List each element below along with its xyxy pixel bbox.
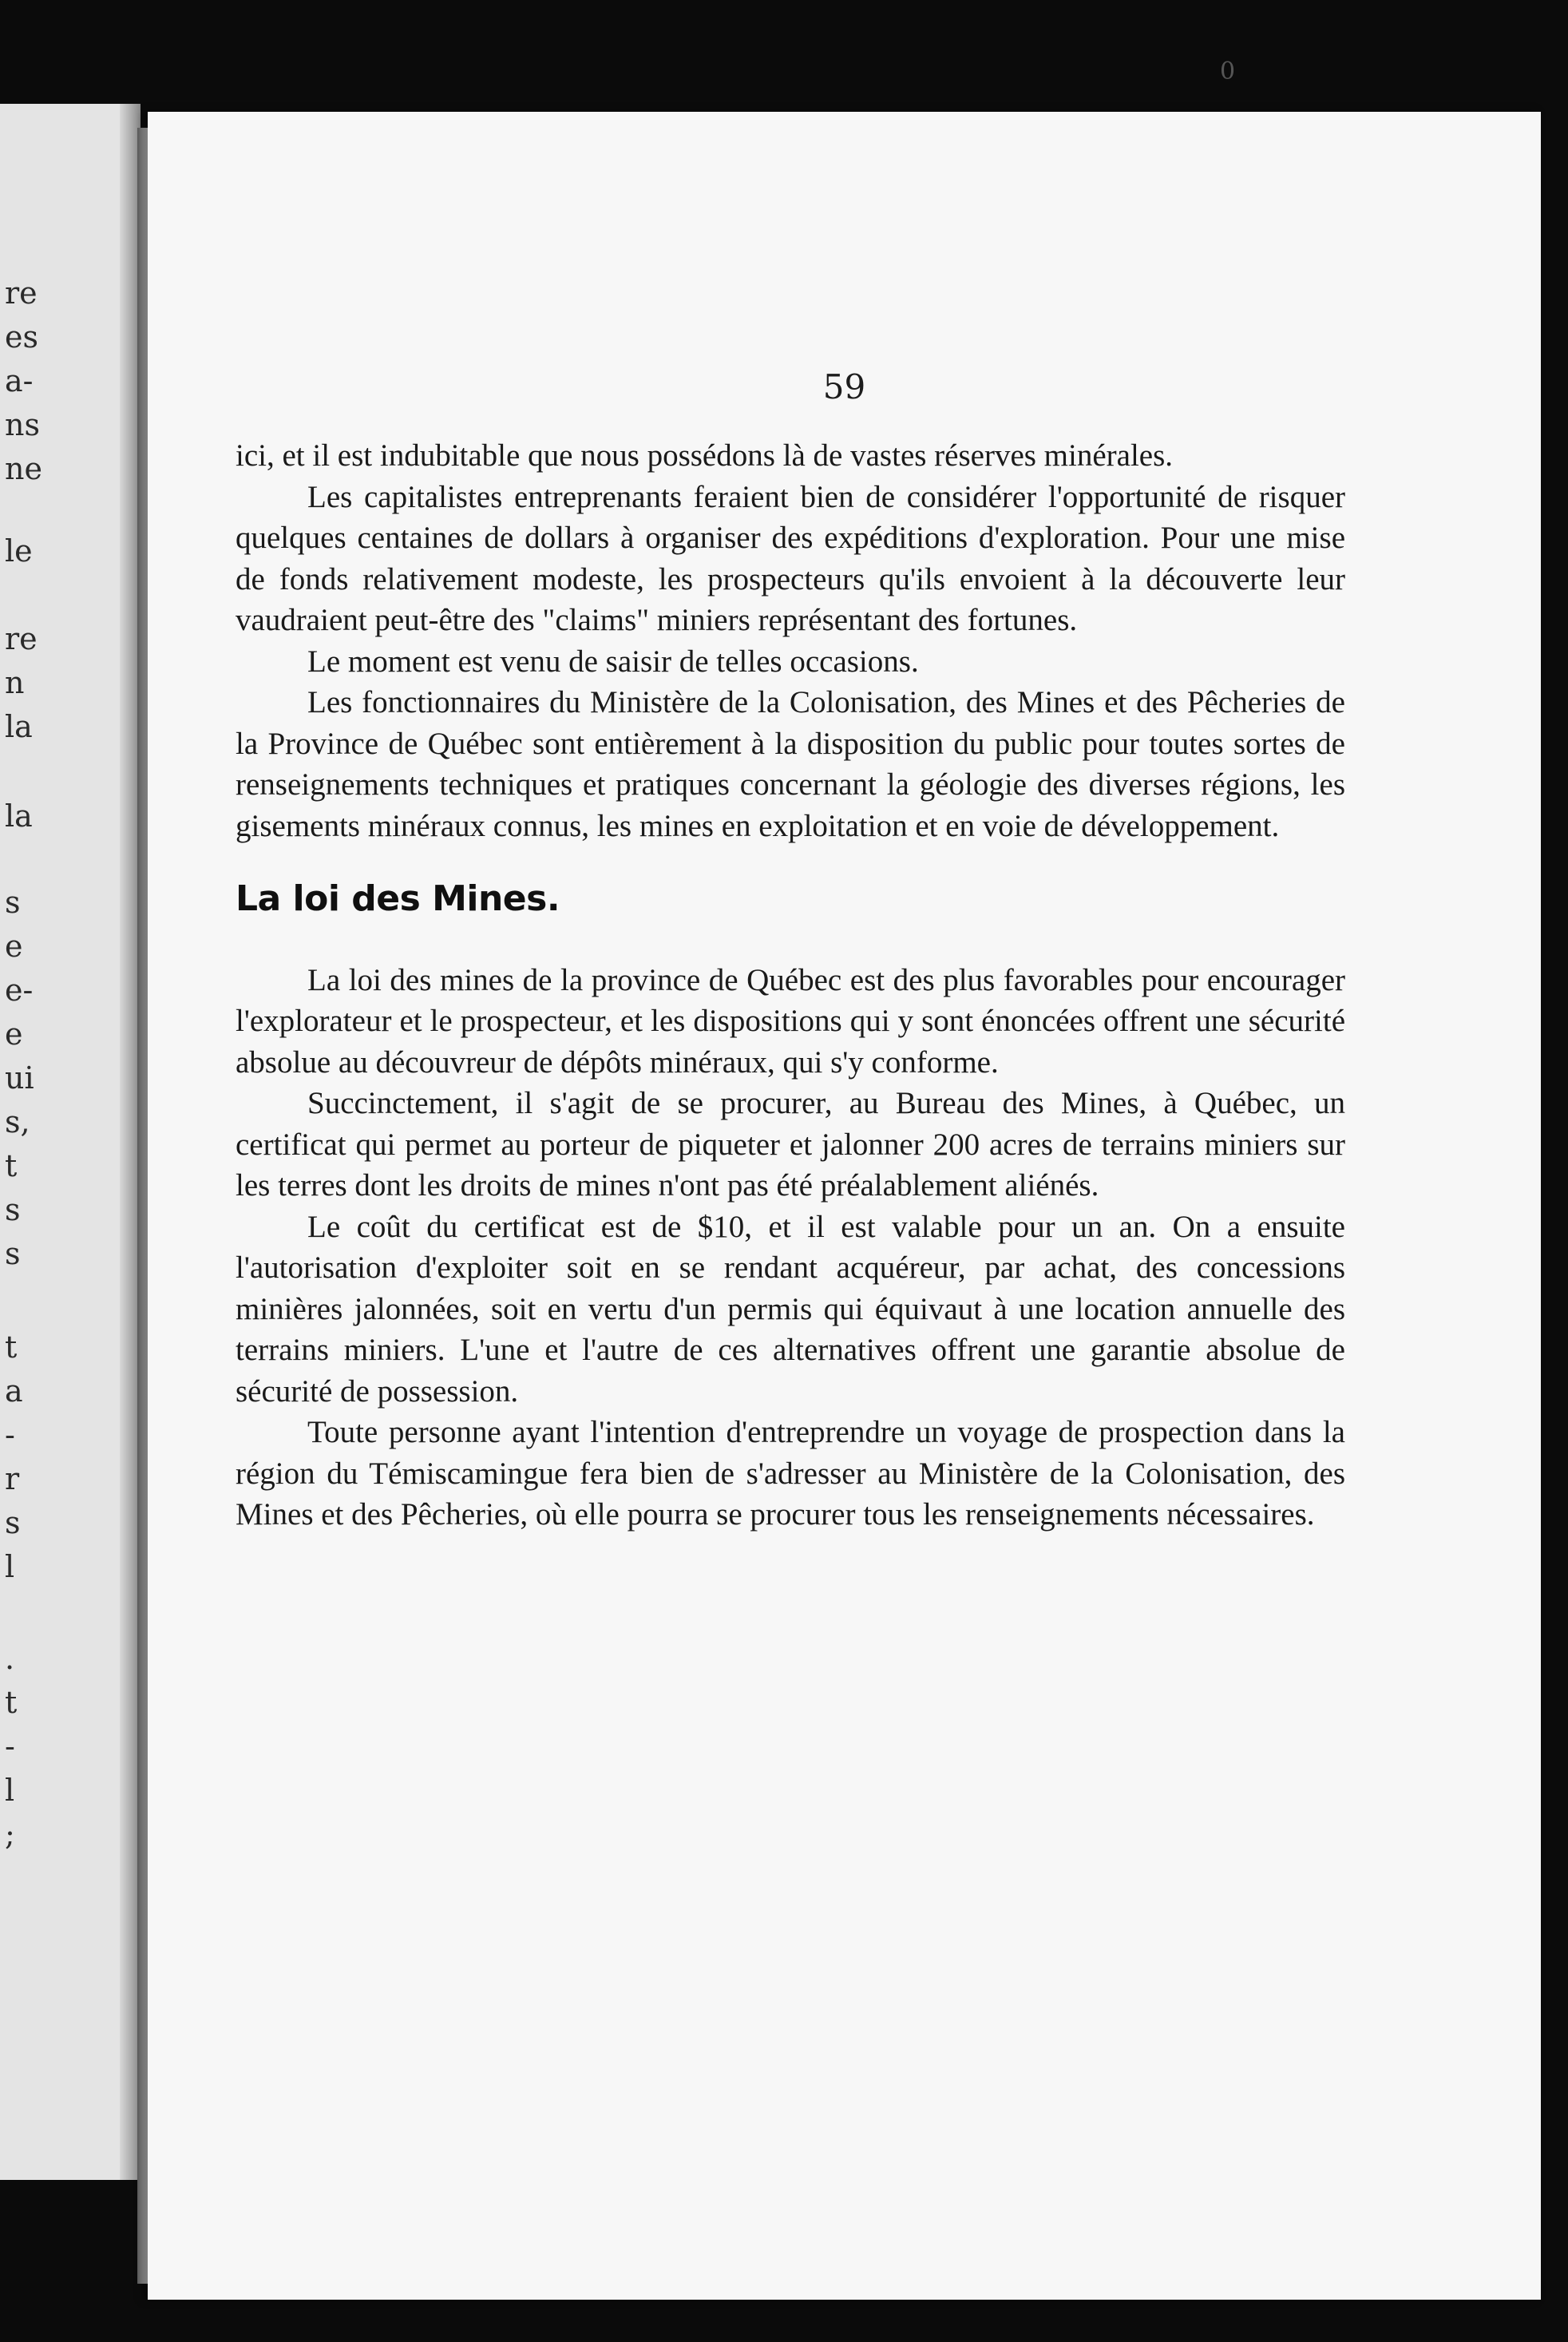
paragraph: Toute personne ayant l'intention d'entreprendre un voyage de prospection dans la région du Témiscamingue fera bien de s'adresser au Ministère de la Colonisation, des Mines et des Pêcheries, où elle pourra se procurer tous les renseignements nécessaires. [236, 1415, 1345, 1532]
left-page-fragment: s [5, 885, 21, 920]
left-page-fragment: t [5, 1685, 18, 1720]
corner-mark: 0 [1220, 57, 1236, 85]
left-page-fragment: s [5, 1505, 21, 1540]
left-page-fragment: l [5, 1773, 15, 1808]
left-page-fragment: n [5, 665, 25, 700]
left-page-fragment: l [5, 1549, 15, 1584]
left-page-fragment: s, [5, 1104, 30, 1139]
book-page [148, 112, 1541, 2300]
paragraph: Les fonctionnaires du Ministère de la Colonisation, des Mines et des Pêcheries de la Province de Québec sont entièrement à la disposition du public pour toutes sortes de renseignements techniques et pratiques concernant la géologie des diverses régions, les gisements minéraux connus, les mines en exploitation et en voie de développement. [236, 685, 1345, 843]
left-page-fragment: re [5, 275, 38, 311]
left-page-fragment: ne [5, 451, 42, 486]
left-page-fragment: t [5, 1148, 18, 1183]
left-page-fragment: la [5, 709, 33, 744]
left-page-fragment: s [5, 1192, 21, 1227]
left-page-fragment: e [5, 1016, 23, 1052]
left-page-fragment: le [5, 533, 33, 569]
left-page-fragment: t [5, 1330, 18, 1365]
left-page-fragment: s [5, 1236, 21, 1271]
left-page-fragment: ; [5, 1817, 15, 1852]
section-heading: La loi des Mines. [236, 878, 560, 919]
page-number: 59 [822, 367, 866, 406]
left-page-fragment: . [5, 1641, 15, 1676]
left-page-fragment: - [5, 1417, 15, 1452]
left-page-fragment: ns [5, 407, 40, 442]
left-page-text-fragments [0, 104, 120, 2180]
paragraph: Succinctement, il s'agit de se procurer, au Bureau des Mines, à Québec, un certificat qui permet au porteur de piqueter et jalonner 200 acres de terrains miniers sur les terres dont les droits de mines n'ont pas été préalablement aliénés. [236, 1086, 1345, 1203]
left-page-fragment: e [5, 929, 23, 964]
paragraph: Le moment est venu de saisir de telles occasions. [307, 644, 919, 679]
left-page-fragment: a- [5, 363, 34, 398]
paragraph: Les capitalistes entreprenants feraient bien de considérer l'opportunité de risquer quelques centaines de dollars à organiser des expéditions d'exploration. Pour une mise de fonds relativement modeste, les prospecteurs qu'ils envoient à la découverte leur vaudraient peut-être des "claims" miniers représentant des fortunes. [236, 479, 1345, 637]
left-page-fragment: - [5, 1729, 15, 1764]
left-page-fragment: ui [5, 1060, 34, 1096]
page-body-text [236, 435, 1345, 1536]
left-page-fragment: re [5, 621, 38, 656]
paragraph: Le coût du certificat est de $10, et il est valable pour un an. On a ensuite l'autorisation d'exploiter soit en se rendant acquéreur, par achat, des concessions minières jalonnées, soit en vertu d'un permis qui équivaut à une location annuelle des terrains miniers. L'une et l'autre de ces alternatives offrent une garantie absolue de sécurité de possession. [236, 1209, 1345, 1409]
left-page-fragment: es [5, 319, 38, 355]
paragraph: La loi des mines de la province de Québec est des plus favorables pour encourager l'explorateur et le prospecteur, et les dispositions qui y sont énoncées offrent une sécurité absolue au découvreur de dépôts minéraux, qui s'y conforme. [236, 962, 1345, 1080]
paragraph-continuation: ici, et il est indubitable que nous possédons là de vastes réserves minérales. [236, 438, 1174, 473]
left-page-fragment: la [5, 798, 33, 834]
left-page-fragment: a [5, 1373, 23, 1409]
left-page-fragment: e- [5, 973, 34, 1008]
left-page-fragment: r [5, 1461, 20, 1496]
left-neighbour-page [0, 104, 137, 2180]
